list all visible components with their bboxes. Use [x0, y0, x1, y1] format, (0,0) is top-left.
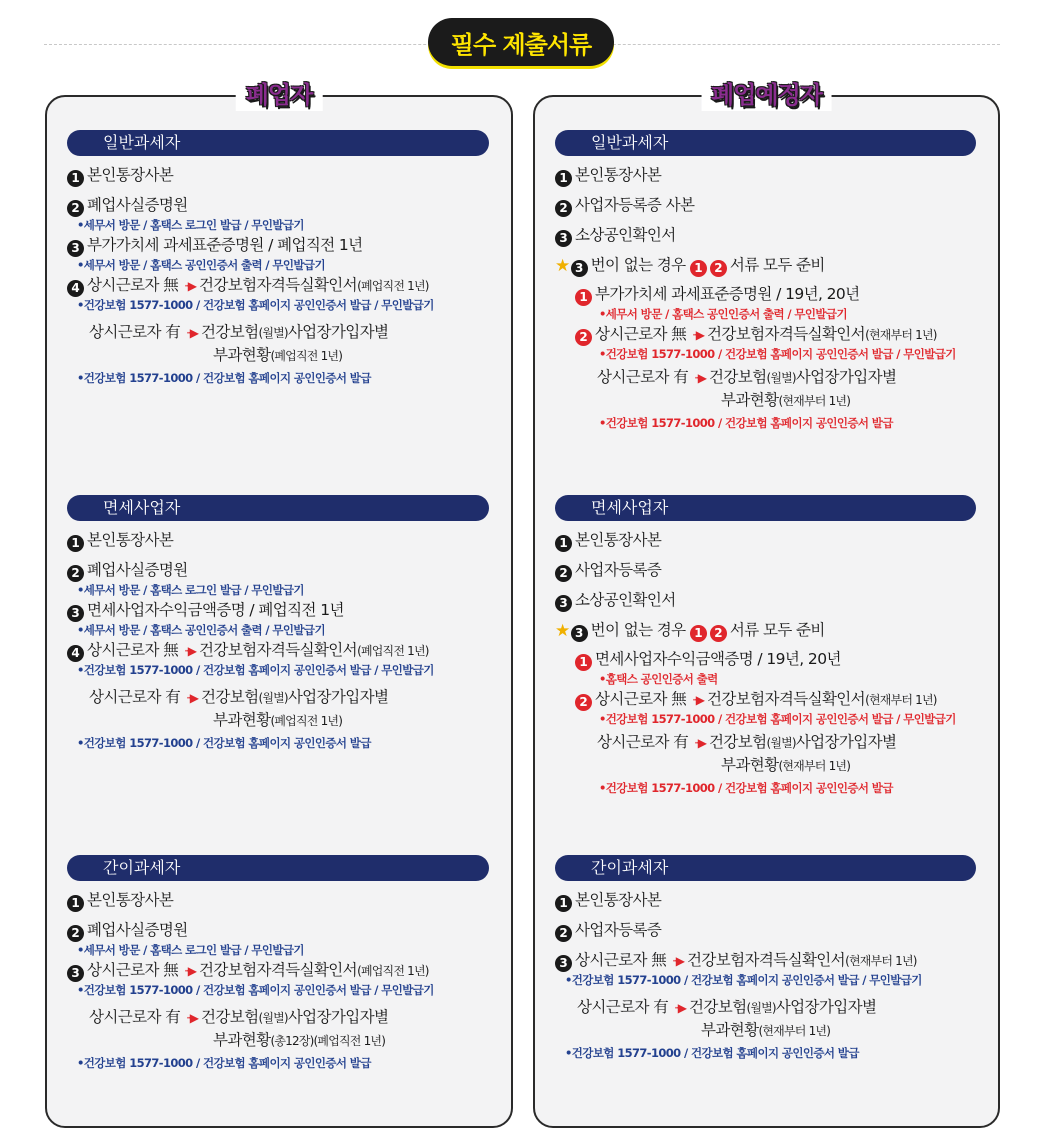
section-header: 간이과세자 [67, 855, 489, 881]
list-item: 2 폐업사실증명원 [67, 559, 489, 582]
panel-closed-business [45, 81, 513, 1128]
list-item: 2 폐업사실증명원 [67, 919, 489, 942]
list-item: 2 폐업사실증명원 [67, 194, 489, 217]
number-3-icon: 3 [67, 240, 84, 257]
section-header: 면세사업자 [555, 495, 976, 521]
item-note: •세무서 방문 / 홈택스 공인인증서 출력 / 무인발급기 [77, 258, 325, 272]
list-item: 1 본인통장사본 [67, 529, 489, 552]
list-item: 상시근로자 有 ··▶ 건강보험(월별)사업장가입자별 [577, 998, 877, 1016]
arrow-icon: ··▶ [184, 279, 195, 293]
item-note: •건강보험 1577-1000 / 건강보험 홈페이지 공인인증서 발급 / 무인발급기 [77, 298, 434, 312]
list-item: 3 소상공인확인서 [555, 224, 976, 247]
list-item: 상시근로자 有 ··▶ 건강보험(월별)사업장가입자별 [89, 1008, 389, 1026]
arrow-icon: ··▶ [672, 954, 683, 968]
section-header: 면세사업자 [67, 495, 489, 521]
number-2-icon: 2 [555, 200, 572, 217]
number-3-icon: 3 [555, 230, 572, 247]
alternative-list [555, 283, 976, 432]
alternative-note: ★ 3 번이 없는 경우 1 2 서류 모두 준비 [555, 256, 825, 276]
alternative-note: ★ 3 번이 없는 경우 1 2 서류 모두 준비 [555, 621, 825, 641]
item-note: •건강보험 1577-1000 / 건강보험 홈페이지 공인인증서 발급 [77, 736, 371, 750]
number-1-icon: 1 [575, 289, 592, 306]
list-item: 2 사업자등록증 [555, 559, 976, 582]
list-item: 2 사업자등록증 [555, 919, 976, 942]
item-note: •건강보험 1577-1000 / 건강보험 홈페이지 공인인증서 발급 / 무인발급기 [77, 983, 434, 997]
list-item-continued: 부과현황(총12장)(폐업직전 1년) [213, 1031, 386, 1049]
list-item-continued: 부과현황(현재부터 1년) [701, 1021, 831, 1039]
section-general-planned [555, 130, 976, 432]
number-2-icon: 2 [575, 694, 592, 711]
number-1-icon: 1 [575, 654, 592, 671]
item-note: •세무서 방문 / 홈택스 로그인 발급 / 무인발급기 [77, 583, 304, 597]
list-item: 2 사업자등록증 사본 [555, 194, 976, 217]
list-item: 2 상시근로자 無 ··▶ 건강보험자격득실확인서(현재부터 1년) [575, 323, 976, 346]
item-note: •건강보험 1577-1000 / 건강보험 홈페이지 공인인증서 발급 / 무인발급기 [599, 712, 956, 726]
number-2-icon: 2 [67, 565, 84, 582]
list-item: 1 본인통장사본 [555, 889, 976, 912]
list-item: 1 부가가치세 과세표준증명원 / 19년, 20년 [575, 283, 976, 306]
number-1-icon: 1 [67, 170, 84, 187]
number-1-icon: 1 [555, 535, 572, 552]
list-item: 2 상시근로자 無 ··▶ 건강보험자격득실확인서(현재부터 1년) [575, 688, 976, 711]
number-3-icon: 3 [67, 605, 84, 622]
list-item: 4 상시근로자 無 ··▶ 건강보험자격득실확인서(폐업직전 1년) [67, 274, 489, 297]
item-note: •건강보험 1577-1000 / 건강보험 홈페이지 공인인증서 발급 [565, 1046, 859, 1060]
arrow-icon: ··▶ [674, 1001, 685, 1015]
alternative-list [555, 648, 976, 797]
list-item-continued: 부과현황(폐업직전 1년) [213, 346, 343, 364]
number-1-icon: 1 [690, 260, 707, 277]
section-general-closed [67, 130, 489, 387]
number-2-icon: 2 [710, 260, 727, 277]
number-2-icon: 2 [575, 329, 592, 346]
number-4-icon: 4 [67, 645, 84, 662]
number-3-icon: 3 [571, 625, 588, 642]
panel-title-closed: 폐업자 [236, 79, 323, 111]
arrow-icon: ··▶ [184, 644, 195, 658]
list-item-continued: 부과현황(폐업직전 1년) [213, 711, 343, 729]
list-item-continued: 부과현황(현재부터 1년) [721, 756, 851, 774]
list-item: 1 본인통장사본 [555, 164, 976, 187]
section-header: 일반과세자 [67, 130, 489, 156]
item-note: •홈택스 공인인증서 출력 [599, 672, 718, 686]
list-item: 상시근로자 有 ··▶ 건강보험(월별)사업장가입자별 [89, 688, 389, 706]
list-item: 3 상시근로자 無 ··▶ 건강보험자격득실확인서(현재부터 1년) [555, 949, 976, 972]
arrow-icon: ··▶ [692, 693, 703, 707]
number-3-icon: 3 [67, 965, 84, 982]
number-4-icon: 4 [67, 280, 84, 297]
star-icon: ★ [555, 256, 570, 276]
number-2-icon: 2 [67, 200, 84, 217]
item-note: •세무서 방문 / 홈택스 공인인증서 출력 / 무인발급기 [599, 307, 847, 321]
list-item: 4 상시근로자 無 ··▶ 건강보험자격득실확인서(폐업직전 1년) [67, 639, 489, 662]
section-simple-closed [67, 855, 489, 1072]
list-item: 상시근로자 有 ··▶ 건강보험(월별)사업장가입자별 [89, 323, 389, 341]
panel-planned-closure [533, 81, 1000, 1128]
list-item: 1 면세사업자수익금액증명 / 19년, 20년 [575, 648, 976, 671]
section-exempt-planned [555, 495, 976, 797]
list-item: 1 본인통장사본 [67, 164, 489, 187]
arrow-icon: ··▶ [692, 328, 703, 342]
number-3-icon: 3 [555, 595, 572, 612]
list-item-continued: 부과현황(현재부터 1년) [721, 391, 851, 409]
list-item: 3 면세사업자수익금액증명 / 폐업직전 1년 [67, 599, 489, 622]
item-note: •건강보험 1577-1000 / 건강보험 홈페이지 공인인증서 발급 / 무인발급기 [77, 663, 434, 677]
list-item: 3 상시근로자 無 ··▶ 건강보험자격득실확인서(폐업직전 1년) [67, 959, 489, 982]
item-note: •건강보험 1577-1000 / 건강보험 홈페이지 공인인증서 발급 [599, 416, 893, 430]
arrow-icon: ··▶ [186, 326, 197, 340]
item-note: •건강보험 1577-1000 / 건강보험 홈페이지 공인인증서 발급 [77, 371, 371, 385]
arrow-icon: ··▶ [694, 371, 705, 385]
item-note: •건강보험 1577-1000 / 건강보험 홈페이지 공인인증서 발급 [77, 1056, 371, 1070]
number-1-icon: 1 [555, 895, 572, 912]
item-note: •세무서 방문 / 홈택스 공인인증서 출력 / 무인발급기 [77, 623, 325, 637]
page-title: 필수 제출서류 [428, 18, 614, 66]
star-icon: ★ [555, 621, 570, 641]
item-note: •세무서 방문 / 홈택스 로그인 발급 / 무인발급기 [77, 943, 304, 957]
arrow-icon: ··▶ [694, 736, 705, 750]
item-note: •건강보험 1577-1000 / 건강보험 홈페이지 공인인증서 발급 [599, 781, 893, 795]
item-note: •건강보험 1577-1000 / 건강보험 홈페이지 공인인증서 발급 / 무인발급기 [599, 347, 956, 361]
list-item: 상시근로자 有 ··▶ 건강보험(월별)사업장가입자별 [597, 733, 897, 751]
number-1-icon: 1 [67, 535, 84, 552]
number-1-icon: 1 [67, 895, 84, 912]
item-note: •세무서 방문 / 홈택스 로그인 발급 / 무인발급기 [77, 218, 304, 232]
arrow-icon: ··▶ [184, 964, 195, 978]
list-item: 3 부가가치세 과세표준증명원 / 폐업직전 1년 [67, 234, 489, 257]
list-item: 1 본인통장사본 [555, 529, 976, 552]
number-2-icon: 2 [555, 925, 572, 942]
list-item: 상시근로자 有 ··▶ 건강보험(월별)사업장가입자별 [597, 368, 897, 386]
section-header: 간이과세자 [555, 855, 976, 881]
arrow-icon: ··▶ [186, 691, 197, 705]
number-1-icon: 1 [555, 170, 572, 187]
number-3-icon: 3 [555, 955, 572, 972]
number-1-icon: 1 [690, 625, 707, 642]
list-item: 1 본인통장사본 [67, 889, 489, 912]
list-item: 3 소상공인확인서 [555, 589, 976, 612]
section-exempt-closed [67, 495, 489, 752]
number-3-icon: 3 [571, 260, 588, 277]
number-2-icon: 2 [710, 625, 727, 642]
arrow-icon: ··▶ [186, 1011, 197, 1025]
panel-title-planned: 폐업예정자 [701, 79, 832, 111]
section-simple-planned [555, 855, 976, 1062]
item-note: •건강보험 1577-1000 / 건강보험 홈페이지 공인인증서 발급 / 무인발급기 [565, 973, 922, 987]
section-header: 일반과세자 [555, 130, 976, 156]
number-2-icon: 2 [67, 925, 84, 942]
number-2-icon: 2 [555, 565, 572, 582]
